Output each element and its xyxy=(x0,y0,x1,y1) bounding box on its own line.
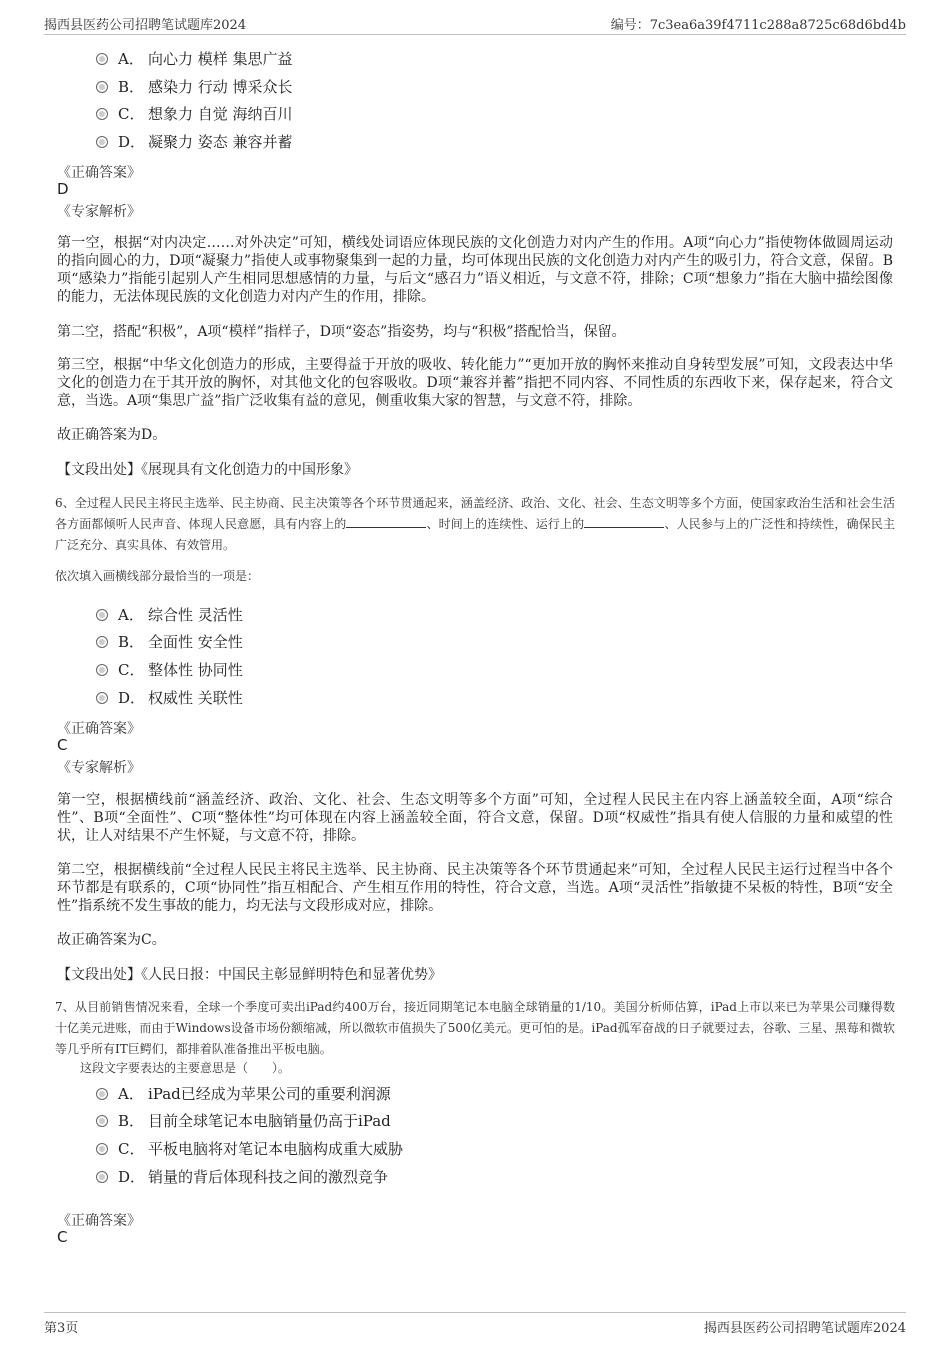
q6-conclusion: 故正确答案为C。 xyxy=(57,932,166,948)
radio-icon[interactable] xyxy=(96,1171,108,1183)
q6-answer: C xyxy=(57,736,68,754)
q5-analysis-p2: 第二空，搭配“积极”，A项“模样”指样子，D项“姿态”指姿势，均与“积极”搭配恰当，保留。 xyxy=(57,324,626,340)
q7-prompt: 这段文字要表达的主要意思是（ ）。 xyxy=(80,1061,291,1075)
page-header xyxy=(44,14,906,35)
q7-answer-label: 《正确答案》 xyxy=(57,1213,141,1229)
header-serial: 编号：7c3ea6a39f4711c288a8725c68d6bd4b xyxy=(610,18,906,33)
q5-answer: D xyxy=(57,180,69,198)
page-number: 第3页 xyxy=(44,1321,79,1336)
radio-icon[interactable] xyxy=(96,1143,108,1155)
q5-analysis-label: 《专家解析》 xyxy=(57,204,141,220)
q5-option-a[interactable]: A． 向心力 模样 集思广益 xyxy=(96,48,293,70)
q6-stem: 6、全过程人民民主将民主选举、民主协商、民主决策等各个环节贯通起来，涵盖经济、政治、文化、社会、生态文明等多个方面，使国家政治生活和社会生活各方面都倾听人民声音、体现人民意愿，具有内容上的 、时间上的连续性、运行上的 、人民参与上的广泛性和持续性，确保民主广泛充分、真实具体、有效管用。 xyxy=(55,496,895,552)
q5-analysis-p3: 第三空，根据“中华文化创造力的形成，主要得益于开放的吸收、转化能力”“更加开放的胸怀来推动自身转型发展”可知，文段表达中华文化的创造力在于其开放的胸怀，对其他文化的包容吸收。D项“兼容并蓄”指把不同内容、不同性质的东西收下来，保存起来，符合文意，当选。A项“集思广益”指广泛收集有益的意见，侧重收集大家的智慧，与文意不符，排除。 xyxy=(57,357,893,409)
radio-icon[interactable] xyxy=(96,609,108,621)
q5-option-b[interactable]: B． 感染力 行动 博采众长 xyxy=(96,76,293,98)
page-footer xyxy=(44,1312,906,1335)
q7-option-c[interactable]: C． 平板电脑将对笔记本电脑构成重大威胁 xyxy=(96,1138,403,1160)
radio-icon[interactable] xyxy=(96,664,108,676)
radio-icon[interactable] xyxy=(96,1115,108,1127)
q7-option-d[interactable]: D． 销量的背后体现科技之间的激烈竞争 xyxy=(96,1166,388,1188)
q7-option-b[interactable]: B． 目前全球笔记本电脑销量仍高于iPad xyxy=(96,1110,391,1132)
radio-icon[interactable] xyxy=(96,81,108,93)
q6-option-d[interactable]: D． 权威性 关联性 xyxy=(96,687,243,709)
q6-option-b[interactable]: B． 全面性 安全性 xyxy=(96,631,243,653)
footer-title: 揭西县医药公司招聘笔试题库2024 xyxy=(703,1321,906,1336)
q7-answer: C xyxy=(57,1228,68,1246)
blank-line xyxy=(346,515,426,528)
q5-conclusion: 故正确答案为D。 xyxy=(57,427,167,443)
q5-source: 【文段出处】《展现具有文化创造力的中国形象》 xyxy=(57,462,358,478)
q6-option-c[interactable]: C． 整体性 协同性 xyxy=(96,659,243,681)
blank-line xyxy=(584,515,664,528)
q6-analysis-p1: 第一空，根据横线前“涵盖经济、政治、文化、社会、生态文明等多个方面”可知，全过程人民民主在内容上涵盖较全面，A项“综合性”、B项“全面性”、C项“整体性”均可体现在内容上涵盖较全面，符合文意，保留。D项“权威性”指具有使人信服的力量和威望的性状，让人对结果不产生怀疑，与文意不符，排除。 xyxy=(57,792,893,844)
q5-answer-label: 《正确答案》 xyxy=(57,165,141,181)
radio-icon[interactable] xyxy=(96,1088,108,1100)
q6-analysis-label: 《专家解析》 xyxy=(57,760,141,776)
q6-option-a[interactable]: A． 综合性 灵活性 xyxy=(96,604,243,626)
q6-answer-label: 《正确答案》 xyxy=(57,721,141,737)
q5-analysis-p1: 第一空，根据“对内决定……对外决定”可知，横线处词语应体现民族的文化创造力对内产生的作用。A项“向心力”指使物体做圆周运动的指向圆心的力，D项“凝聚力”指使人或事物聚集到一起的力量，均可体现出民族的文化创造力对内产生的吸引力，符合文意，保留。B项“感染力”指能引起别人产生相同思想感情的力量，与后文“感召力”语义相近，与文意不符，排除；C项“想象力”指在大脑中描绘图像的能力，无法体现民族的文化创造力对内产生的作用，排除。 xyxy=(57,235,893,305)
q6-prompt: 依次填入画横线部分最恰当的一项是： xyxy=(55,569,260,583)
q7-stem: 7、从目前销售情况来看，全球一个季度可卖出iPad约400万台，接近同期笔记本电脑全球销量的1/10。美国分析师估算，iPad上市以来已为苹果公司赚得数十亿美元进账，而由于Windows设备市场份额缩减，所以微软市值损失了500亿美元。更可怕的是。iPad孤军奋战的日子就要过去，谷歌、三星、黑莓和微软等几乎所有IT巨鳄们，都排着队准备推出平板电脑。 xyxy=(55,1000,895,1056)
q5-option-c[interactable]: C． 想象力 自觉 海纳百川 xyxy=(96,103,293,125)
radio-icon[interactable] xyxy=(96,136,108,148)
radio-icon[interactable] xyxy=(96,636,108,648)
q5-option-d[interactable]: D． 凝聚力 姿态 兼容并蓄 xyxy=(96,131,293,153)
radio-icon[interactable] xyxy=(96,692,108,704)
q6-source: 【文段出处】《人民日报：中国民主彰显鲜明特色和显著优势》 xyxy=(57,967,442,983)
radio-icon[interactable] xyxy=(96,53,108,65)
q6-analysis-p2: 第二空，根据横线前“全过程人民民主将民主选举、民主协商、民主决策等各个环节贯通起来”可知，全过程人民民主运行过程当中各个环节都是有联系的，C项“协同性”指互相配合、产生相互作用的特性，符合文意，当选。A项“灵活性”指敏捷不呆板的特性，B项“安全性”指系统不发生事故的能力，均无法与文段形成对应，排除。 xyxy=(57,862,893,914)
q7-option-a[interactable]: A． iPad已经成为苹果公司的重要利润源 xyxy=(96,1083,391,1105)
radio-icon[interactable] xyxy=(96,108,108,120)
header-title: 揭西县医药公司招聘笔试题库2024 xyxy=(44,18,247,33)
